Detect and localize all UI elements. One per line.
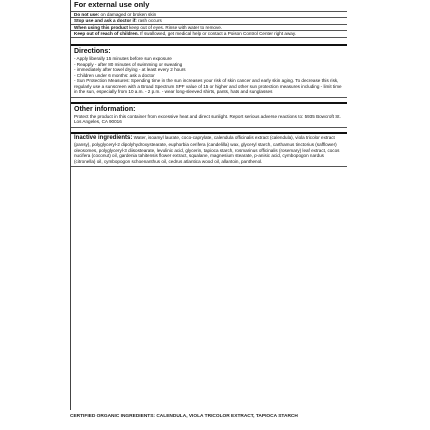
certified-organic-note: CERTIFIED ORGANIC INGREDIENTS: CALENDULA, VIOLA TRICOLOR EXTRACT, TAPIOCA STARCH <box>70 414 298 419</box>
direction-item: - Children under 6 months: ask a doctor <box>74 72 155 78</box>
directions-section <box>71 44 347 98</box>
directions-heading: Directions: <box>74 47 111 55</box>
drug-facts-label <box>70 0 347 410</box>
inactive-ingredients-section <box>71 132 347 167</box>
direction-item: - Apply liberally 15 minutes before sun exposure <box>74 56 172 62</box>
warning-text: keep out of eyes. Rinse with water to remove. <box>127 24 223 30</box>
warning-lead: Stop use and ask a doctor if: <box>74 18 137 24</box>
direction-item: - immediately after towel drying - at least every 2 hours <box>74 67 186 73</box>
warning-lead: Keep out of reach of children. <box>74 31 139 37</box>
warning-keep-out-of-reach <box>71 31 347 38</box>
warning-lead: Do not use: <box>74 11 100 17</box>
direction-item: - Sun Protection Measures: Spending time in the sun increases your risk of skin cancer and early skin aging. To decrease this risk, regularly use a sunscreen with a Broad Spectrum SPF value of 15 or higher and other sun protection measures including - limit time in the sun, especially from 10 a.m. - 2 p.m. - wear long-sleeved shirts, pants, hats and sunglasses <box>74 78 342 95</box>
warning-text: If swallowed, get medical help or contact a Poison Control Center right away. <box>138 31 297 37</box>
warning-text: rash occurs <box>136 18 162 24</box>
other-information-text: Protect the product in this container from excessive heat and direct sunlight. Report serious adverse reactions to: 5935 Bowcroft St. Los Angeles, CA 90016 <box>74 113 341 125</box>
label-title: For external use only <box>71 0 347 12</box>
other-information-heading: Other information: <box>74 105 136 113</box>
other-information-section <box>71 102 347 128</box>
warning-text: on damaged or broken skin <box>99 11 157 17</box>
direction-item: - Reapply - after 80 minutes of swimming or sweating <box>74 61 183 67</box>
warning-lead: When using this product <box>74 24 128 30</box>
inactive-ingredients-heading: Inactive ingredients: <box>74 134 133 141</box>
inactive-ingredients-text: Water, isoamyl laurate, coco-caprylate, calendula officinalis extract (calendula), viola tricolor extract (pansy), polyglyceryl-2 dipolyhydroxystearate, euphorbia cerifera (candelilla) wax, glyceryl starch, carthamus tinctorius (safflower) oleosomes, polyglyceryl-3 diisostearate, levulinic acid, glycerin, tapioca starch, rosmarinus officinalis (rosemary) leaf extract, cocos nucifera (coconut) oil, gardenia tahitensis flower extract, squalane, magnesium stearate, p-anisic acid, cymbopogon nardus (citronella) oil, cymbopogon schoenanthus oil, cedrus atlantica wood oil, allantoin, panthenol. <box>74 134 340 164</box>
